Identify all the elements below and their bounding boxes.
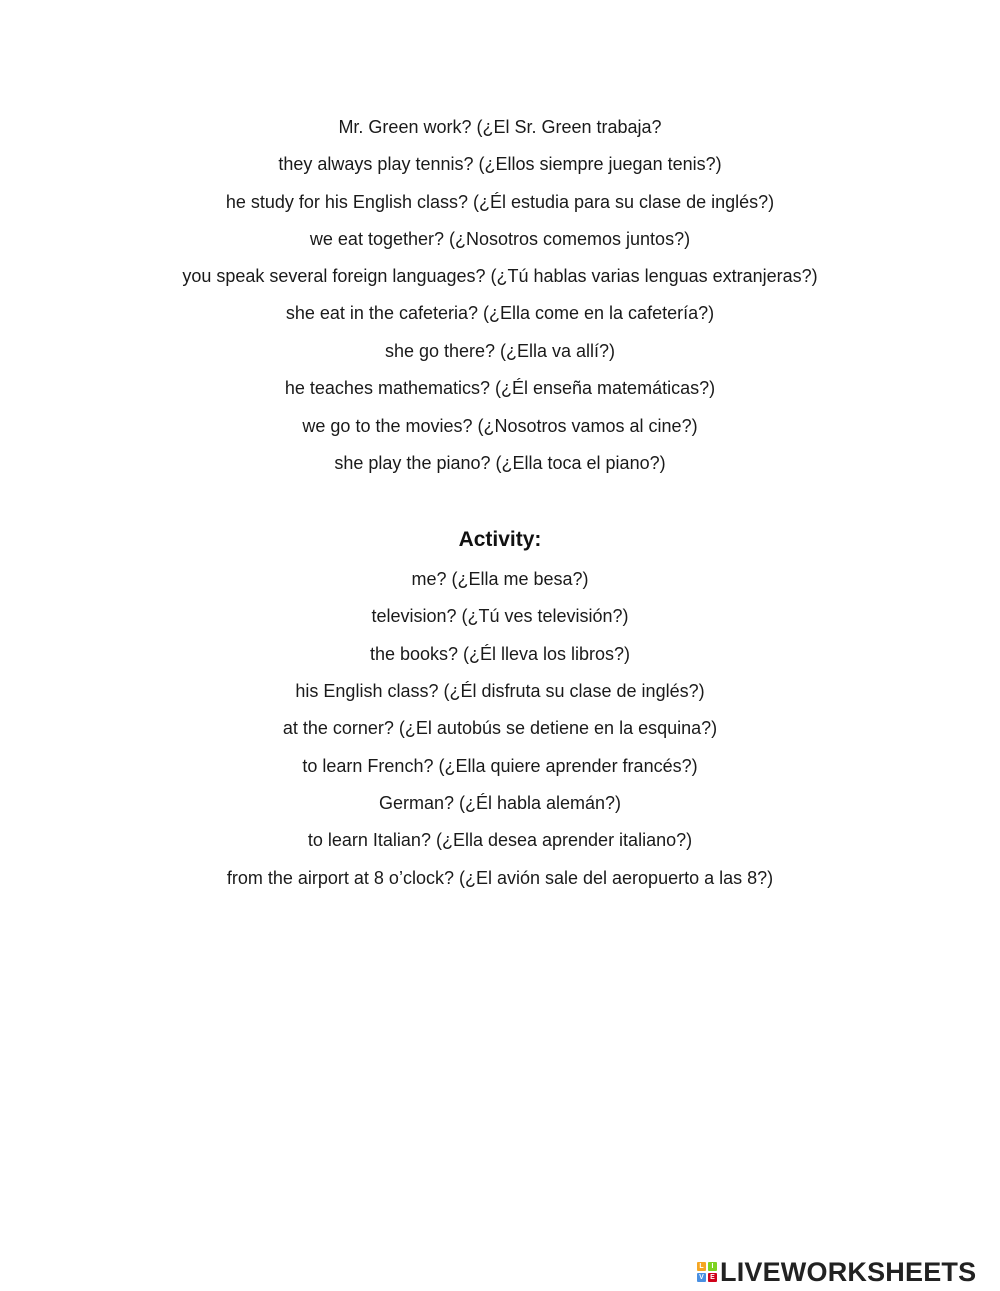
question-line: he study for his English class? (¿Él estudia para su clase de inglés?)	[225, 192, 775, 212]
activity-item: at the corner? (¿El autobús se detiene en la esquina?)	[282, 718, 718, 738]
question-line: you speak several foreign languages? (¿Tú hablas varias lenguas extranjeras?)	[182, 266, 818, 286]
logo-text: LIVEWORKSHEETS	[720, 1257, 977, 1287]
activity-item: from the airport at 8 o’clock? (¿El avión sale del aeropuerto a las 8?)	[226, 868, 774, 888]
activity-item: the books? (¿Él lleva los libros?)	[369, 644, 631, 664]
question-line: he teaches mathematics? (¿Él enseña matemáticas?)	[284, 378, 716, 398]
question-line: we go to the movies? (¿Nosotros vamos al cine?)	[302, 416, 698, 436]
activity-item: German? (¿Él habla alemán?)	[378, 793, 622, 813]
liveworksheets-logo[interactable]	[697, 1257, 976, 1287]
activity-item: his English class? (¿Él disfruta su clase de inglés?)	[295, 681, 705, 701]
question-line: she play the piano? (¿Ella toca el piano?)	[334, 453, 666, 473]
question-line: they always play tennis? (¿Ellos siempre juegan tenis?)	[278, 154, 722, 174]
question-line: she eat in the cafeteria? (¿Ella come en la cafetería?)	[285, 303, 715, 323]
logo-blocks-icon	[697, 1262, 717, 1282]
question-line: she go there? (¿Ella va allí?)	[384, 341, 616, 361]
activity-heading: Activity:	[458, 528, 542, 551]
logo-block: L	[697, 1262, 706, 1271]
question-line: we eat together? (¿Nosotros comemos juntos?)	[309, 229, 691, 249]
activity-item: me? (¿Ella me besa?)	[411, 569, 589, 589]
logo-block: E	[708, 1273, 717, 1282]
logo-block: I	[708, 1262, 717, 1271]
activity-item: to learn Italian? (¿Ella desea aprender italiano?)	[307, 830, 693, 850]
logo-block: V	[697, 1273, 706, 1282]
activity-item: to learn French? (¿Ella quiere aprender francés?)	[302, 756, 698, 776]
activity-item: television? (¿Tú ves televisión?)	[371, 606, 629, 626]
question-line: Mr. Green work? (¿El Sr. Green trabaja?	[338, 117, 662, 137]
